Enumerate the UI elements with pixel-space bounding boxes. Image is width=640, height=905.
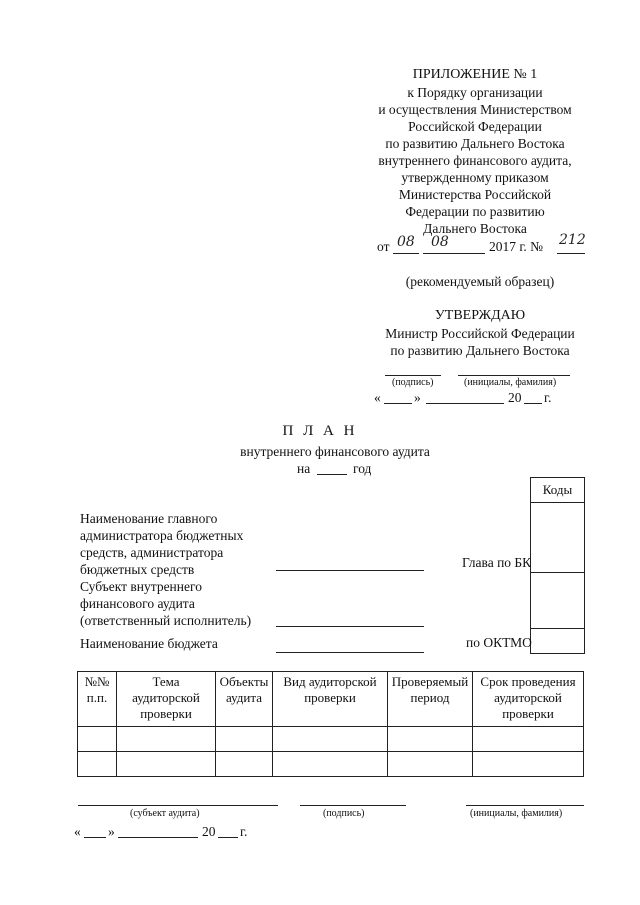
approval-signature-line — [385, 375, 441, 376]
appendix-line: Министерства Российской — [398, 187, 552, 202]
footer-signature-line — [300, 805, 406, 806]
plan-title: П Л А Н — [282, 423, 358, 439]
appendix-line: к Порядку организации — [407, 85, 543, 100]
col-header-objects: Объекты аудита — [216, 672, 273, 727]
table-row — [78, 752, 584, 777]
sample-note: (рекомендуемый образец) — [405, 274, 555, 289]
appendix-block — [345, 66, 605, 237]
bk-label: Глава по БК — [462, 555, 532, 570]
footer-date: « » 20 г. — [74, 824, 248, 839]
codes-table — [530, 477, 585, 654]
codes-subject-cell — [531, 573, 585, 629]
footer-initials-caption: (инициалы, фамилия) — [470, 808, 563, 819]
col-header-period: Проверяемый период — [388, 672, 473, 727]
footer-subject-line — [78, 805, 278, 806]
codes-oktmo-cell — [531, 629, 585, 654]
appendix-line: утвержденному приказом — [401, 170, 549, 185]
appendix-line: Дальнего Востока — [423, 221, 527, 236]
subject-value-line — [276, 626, 424, 627]
order-year: 2017 г. № — [489, 239, 544, 254]
date-prefix: от — [377, 239, 390, 254]
codes-bk-cell — [531, 503, 585, 573]
col-header-number: №№ п.п. — [78, 672, 117, 727]
appendix-line: Российской Федерации — [408, 119, 542, 134]
approval-date: « » 20 г. — [374, 390, 552, 405]
approval-initials-line — [458, 375, 570, 376]
admin-label: Наименование главного администратора бюджетных средств, администратора бюджетных средств — [80, 511, 244, 577]
approval-initials-caption: (инициалы, фамилия) — [464, 377, 557, 388]
col-header-audit-type: Вид аудиторской проверки — [273, 672, 388, 727]
appendix-line: внутреннего финансового аудита, — [378, 153, 572, 168]
plan-table — [77, 671, 584, 777]
appendix-line: и осуществления Министерством — [378, 102, 572, 117]
budget-label: Наименование бюджета — [80, 636, 218, 651]
order-month: 08 — [431, 234, 449, 250]
order-date-line — [377, 232, 617, 256]
approval-block — [355, 307, 605, 359]
approval-signature-caption: (подпись) — [392, 377, 434, 388]
col-header-topic: Тема аудиторской проверки — [117, 672, 216, 727]
plan-table-header — [78, 672, 584, 727]
col-header-term: Срок проведения аудиторской проверки — [473, 672, 584, 727]
approval-title: УТВЕРЖДАЮ — [434, 308, 526, 323]
plan-year-line: на год — [297, 461, 372, 476]
approval-line: по развитию Дальнего Востока — [390, 343, 570, 358]
table-row — [78, 727, 584, 752]
appendix-line: Федерации по развитию — [405, 204, 545, 219]
order-number: 212 — [559, 232, 586, 248]
approval-line: Министр Российской Федерации — [385, 326, 575, 341]
budget-value-line — [276, 652, 424, 653]
admin-value-line — [276, 570, 424, 571]
oktmo-label: по ОКТМО — [466, 635, 532, 650]
appendix-line: по развитию Дальнего Востока — [385, 136, 565, 151]
footer-initials-line — [466, 805, 584, 806]
footer-subject-caption: (субъект аудита) — [130, 808, 200, 819]
subject-label: Субъект внутреннего финансового аудита (ответственный исполнитель) — [80, 579, 252, 628]
footer-signature-caption: (подпись) — [323, 808, 365, 819]
plan-subtitle: внутреннего финансового аудита — [240, 444, 430, 459]
appendix-title: ПРИЛОЖЕНИЕ № 1 — [412, 67, 538, 82]
codes-header: Коды — [531, 478, 585, 503]
order-day: 08 — [397, 234, 415, 250]
